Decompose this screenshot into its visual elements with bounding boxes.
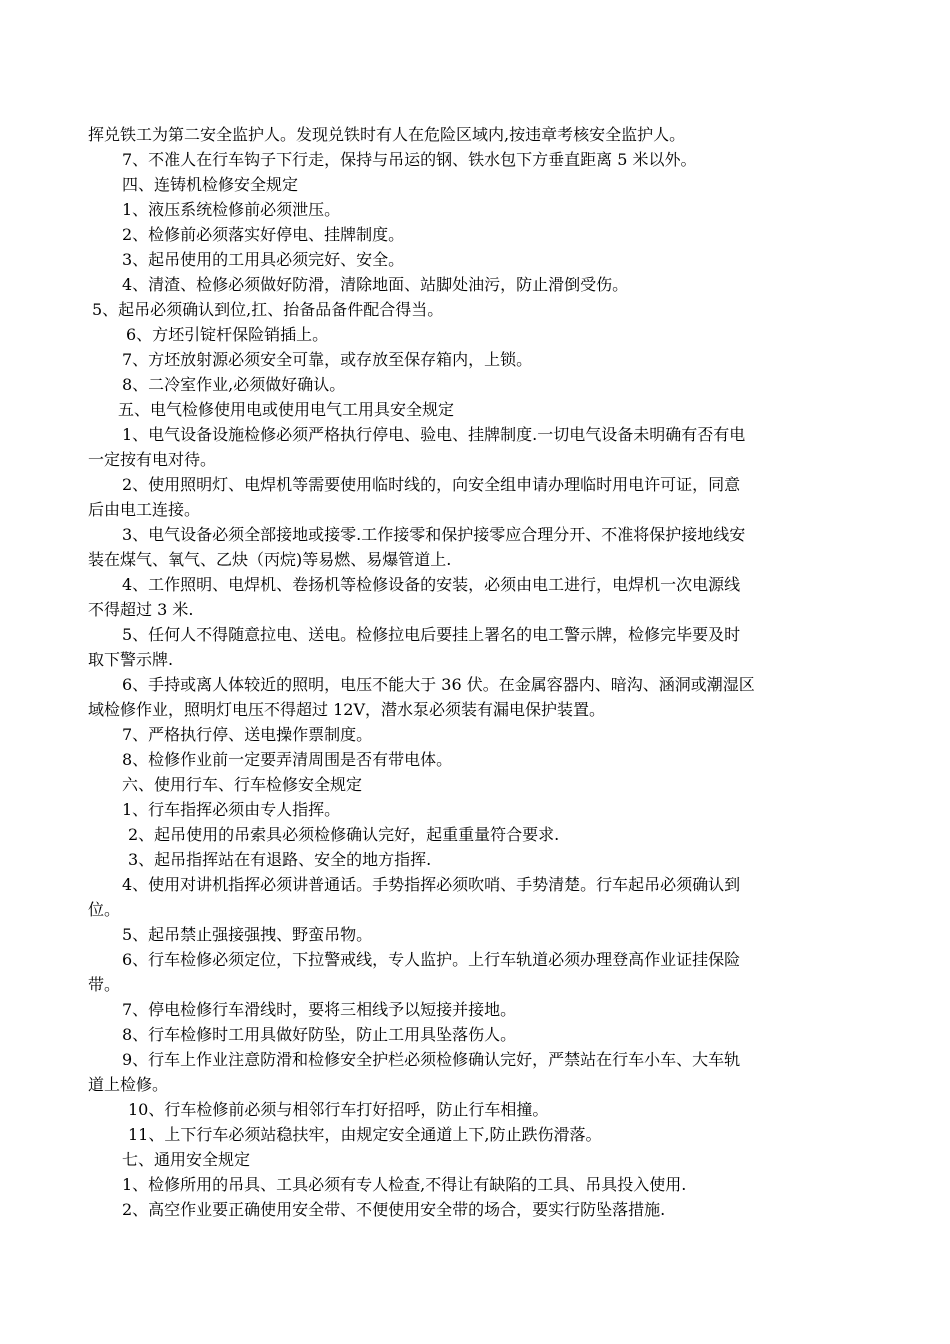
text-line: 3、起吊指挥站在有退路、安全的地方指挥. <box>128 850 432 869</box>
text-line: 一定按有电对待。 <box>88 450 217 469</box>
text-line: 1、行车指挥必须由专人指挥。 <box>122 800 341 819</box>
text-line: 7、不准人在行车钩子下行走，保持与吊运的钢、铁水包下方垂直距离 5 米以外。 <box>122 150 697 169</box>
text-line: 1、液压系统检修前必须泄压。 <box>122 200 341 219</box>
text-line: 5、任何人不得随意拉电、送电。检修拉电后要挂上署名的电工警示牌，检修完毕要及时 <box>122 625 741 644</box>
text-line: 后由电工连接。 <box>88 500 201 519</box>
text-line: 7、严格执行停、送电操作票制度。 <box>122 725 373 744</box>
text-line: 6、行车检修必须定位，下拉警戒线，专人监护。上行车轨道必须办理登高作业证挂保险 <box>122 950 741 969</box>
text-line: 8、二冷室作业,必须做好确认。 <box>122 375 346 394</box>
text-line: 6、手持或离人体较近的照明，电压不能大于 36 伏。在金属容器内、暗沟、涵洞或潮湿区 <box>122 675 755 694</box>
text-line: 3、电气设备必须全部接地或接零.工作接零和保护接零应合理分开、不准将保护接地线安 <box>122 525 746 544</box>
section-heading: 六、使用行车、行车检修安全规定 <box>122 775 363 794</box>
text-line: 带。 <box>88 975 121 994</box>
text-line: 9、行车上作业注意防滑和检修安全护栏必须检修确认完好，严禁站在行车小车、大车轨 <box>122 1050 741 1069</box>
section-heading: 四、连铸机检修安全规定 <box>122 175 299 194</box>
text-line: 10、行车检修前必须与相邻行车打好招呼，防止行车相撞。 <box>128 1100 549 1119</box>
text-line: 道上检修。 <box>88 1075 169 1094</box>
text-line: 4、清渣、检修必须做好防滑，清除地面、站脚处油污，防止滑倒受伤。 <box>122 275 629 294</box>
text-line: 8、检修作业前一定要弄清周围是否有带电体。 <box>122 750 453 769</box>
text-line: 7、方坯放射源必须安全可靠，或存放至保存箱内，上锁。 <box>122 350 533 369</box>
text-line: 4、工作照明、电焊机、卷扬机等检修设备的安装，必须由电工进行，电焊机一次电源线 <box>122 575 741 594</box>
text-line: 2、检修前必须落实好停电、挂牌制度。 <box>122 225 405 244</box>
text-line: 域检修作业，照明灯电压不得超过 12V，潜水泵必须装有漏电保护装置。 <box>88 700 606 719</box>
text-line: 2、使用照明灯、电焊机等需要使用临时线的，向安全组申请办理临时用电许可证，同意 <box>122 475 741 494</box>
text-line: 1、电气设备设施检修必须严格执行停电、验电、挂牌制度.一切电气设备未明确有否有电 <box>122 425 746 444</box>
text-line: 不得超过 3 米. <box>88 600 194 619</box>
text-line: 挥兑铁工为第二安全监护人。发现兑铁时有人在危险区域内,按违章考核安全监护人。 <box>88 125 686 144</box>
text-line: 3、起吊使用的工用具必须完好、安全。 <box>122 250 405 269</box>
text-line: 1、检修所用的吊具、工具必须有专人检查,不得让有缺陷的工具、吊具投入使用. <box>122 1175 687 1194</box>
text-line: 7、停电检修行车滑线时，要将三相线予以短接并接地。 <box>122 1000 517 1019</box>
text-line: 2、高空作业要正确使用安全带、不便使用安全带的场合，要实行防坠落措施. <box>122 1200 666 1219</box>
text-line: 位。 <box>88 900 121 919</box>
text-line: 6、方坯引锭杆保险销插上。 <box>126 325 329 344</box>
text-line: 4、使用对讲机指挥必须讲普通话。手势指挥必须吹哨、手势清楚。行车起吊必须确认到 <box>122 875 741 894</box>
section-heading: 五、电气检修使用电或使用电气工用具安全规定 <box>118 400 455 419</box>
text-line: 8、行车检修时工用具做好防坠，防止工用具坠落伤人。 <box>122 1025 517 1044</box>
text-line: 5、起吊必须确认到位,扛、抬备品备件配合得当。 <box>92 300 444 319</box>
text-line: 5、起吊禁止强接强拽、野蛮吊物。 <box>122 925 373 944</box>
text-line: 装在煤气、氧气、乙炔（丙烷)等易燃、易爆管道上. <box>88 550 452 569</box>
text-line: 取下警示牌. <box>88 650 174 669</box>
text-line: 11、上下行车必须站稳扶牢，由规定安全通道上下,防止跌伤滑落。 <box>128 1125 602 1144</box>
document-body <box>88 122 878 1222</box>
text-line: 2、起吊使用的吊索具必须检修确认完好，起重重量符合要求. <box>128 825 560 844</box>
section-heading: 七、通用安全规定 <box>122 1150 251 1169</box>
